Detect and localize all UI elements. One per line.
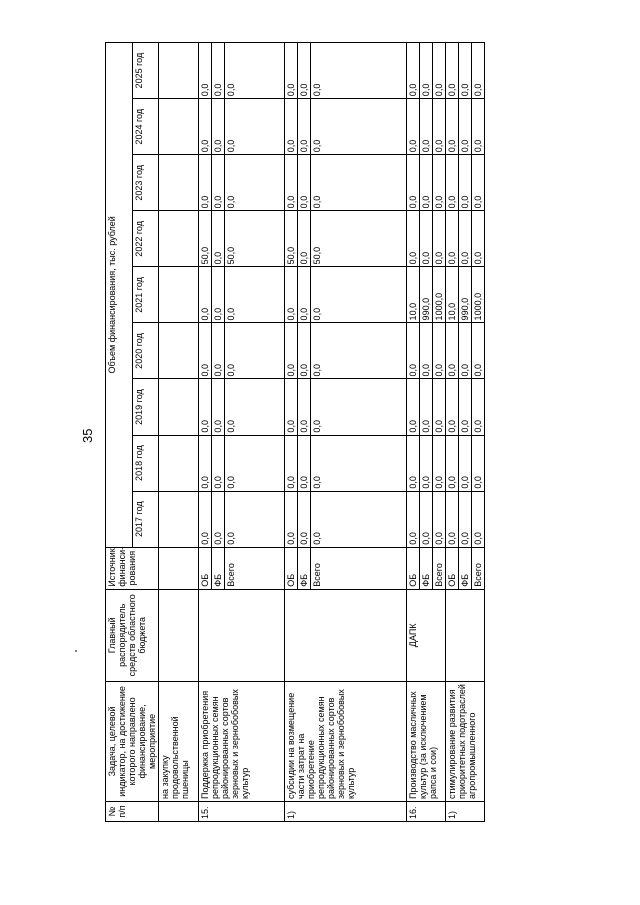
table-row bbox=[285, 43, 298, 822]
cell-value: 0,0 bbox=[298, 155, 311, 211]
cell-value: 0,0 bbox=[199, 379, 212, 435]
cell-no bbox=[159, 801, 199, 821]
cell-value: 0,0 bbox=[446, 99, 459, 155]
cell-value: 0,0 bbox=[407, 43, 420, 99]
cell-value: 0,0 bbox=[311, 267, 407, 323]
cell-value: 0,0 bbox=[225, 491, 285, 547]
cell-value: 0,0 bbox=[311, 99, 407, 155]
cell-value: 0,0 bbox=[199, 435, 212, 491]
header-source: Источник финанси-рования bbox=[106, 547, 159, 589]
cell-source: ФБ bbox=[298, 547, 311, 589]
cell-value: 0,0 bbox=[407, 99, 420, 155]
cell-value: 0,0 bbox=[472, 99, 485, 155]
cell-value: 0,0 bbox=[225, 323, 285, 379]
cell-value: 0,0 bbox=[311, 435, 407, 491]
cell-value: 0,0 bbox=[225, 379, 285, 435]
cell-source: ФБ bbox=[459, 547, 472, 589]
cell-value: 0,0 bbox=[420, 323, 433, 379]
cell-value: 0,0 bbox=[407, 155, 420, 211]
cell-value: 0,0 bbox=[212, 379, 225, 435]
header-year: 2018 год bbox=[132, 435, 159, 491]
cell-value: 50,0 bbox=[199, 211, 212, 267]
header-year: 2020 год bbox=[132, 323, 159, 379]
cell-value: 0,0 bbox=[225, 155, 285, 211]
header-no: № п/п bbox=[106, 801, 159, 821]
cell-value: 0,0 bbox=[459, 211, 472, 267]
cell-value: 0,0 bbox=[420, 435, 433, 491]
cell-value: 0,0 bbox=[446, 43, 459, 99]
cell-source: Всего bbox=[225, 547, 285, 589]
cell-value: 0,0 bbox=[212, 323, 225, 379]
cell-value: 0,0 bbox=[446, 435, 459, 491]
scan-speck bbox=[75, 650, 77, 652]
cell-value: 0,0 bbox=[420, 155, 433, 211]
header-volume: Объем финансирования, тыс. рублей bbox=[106, 43, 133, 548]
cell-value: 0,0 bbox=[472, 43, 485, 99]
cell-no: 16. bbox=[407, 801, 446, 821]
cell-value: 0,0 bbox=[472, 323, 485, 379]
cell-source bbox=[159, 547, 199, 589]
cell-value: 0,0 bbox=[225, 43, 285, 99]
cell-task: Поддержка приобретения репродукционных семян районированных сортов зерновых и зернобобовых культур bbox=[199, 681, 285, 801]
cell-admin bbox=[159, 589, 199, 681]
cell-task: на закупку продовольственной пшеницы bbox=[159, 681, 199, 801]
rotated-table-container bbox=[105, 42, 605, 822]
cell-value: 10,0 bbox=[407, 267, 420, 323]
cell-value: 10,0 bbox=[446, 267, 459, 323]
cell-task: субсидии на возмещение части затрат на приобретение репродукционных семян районированных сортов зерновых и зернобобовых культур bbox=[285, 681, 407, 801]
cell-source: Всего bbox=[311, 547, 407, 589]
cell-value: 50,0 bbox=[225, 211, 285, 267]
cell-value: 0,0 bbox=[298, 99, 311, 155]
cell-no: 15. bbox=[199, 801, 285, 821]
cell-value: 0,0 bbox=[212, 491, 225, 547]
cell-value: 0,0 bbox=[472, 491, 485, 547]
cell-value: 0,0 bbox=[285, 435, 298, 491]
header-year: 2025 год bbox=[132, 43, 159, 99]
cell-value: 0,0 bbox=[446, 155, 459, 211]
header-task: Задача, целевой индикатор, на достижение которого направлено финансирование, мероприятие bbox=[106, 681, 159, 801]
cell-value: 0,0 bbox=[285, 491, 298, 547]
cell-value: 0,0 bbox=[433, 379, 446, 435]
cell-source: ОБ bbox=[446, 547, 459, 589]
cell-value: 0,0 bbox=[407, 379, 420, 435]
cell-source: ОБ bbox=[199, 547, 212, 589]
cell-value: 0,0 bbox=[446, 379, 459, 435]
cell-value: 0,0 bbox=[433, 435, 446, 491]
cell-value: 0,0 bbox=[407, 491, 420, 547]
cell-value: 0,0 bbox=[420, 43, 433, 99]
cell-value: 0,0 bbox=[212, 43, 225, 99]
cell-value: 50,0 bbox=[311, 211, 407, 267]
cell-value: 0,0 bbox=[212, 99, 225, 155]
header-year: 2019 год bbox=[132, 379, 159, 435]
cell-value: 0,0 bbox=[433, 99, 446, 155]
cell-value: 0,0 bbox=[285, 267, 298, 323]
cell-value: 0,0 bbox=[472, 155, 485, 211]
cell-value: 0,0 bbox=[298, 491, 311, 547]
cell-value: 50,0 bbox=[285, 211, 298, 267]
cell-source: ОБ bbox=[285, 547, 298, 589]
cell-value: 0,0 bbox=[212, 267, 225, 323]
cell-value: 0,0 bbox=[298, 435, 311, 491]
cell-value: 0,0 bbox=[199, 267, 212, 323]
cell-value: 0,0 bbox=[407, 435, 420, 491]
table-row bbox=[199, 43, 212, 822]
cell-value: 0,0 bbox=[199, 323, 212, 379]
cell-value: 0,0 bbox=[199, 99, 212, 155]
cell-value: 0,0 bbox=[199, 491, 212, 547]
table-row bbox=[407, 43, 420, 822]
cell-value: 0,0 bbox=[472, 211, 485, 267]
cell-task: стимулирование развития приоритетных подотраслей агропромышленного bbox=[446, 681, 485, 801]
cell-value: 0,0 bbox=[420, 379, 433, 435]
cell-value: 0,0 bbox=[311, 323, 407, 379]
cell-value: 0,0 bbox=[433, 323, 446, 379]
cell-source: Всего bbox=[433, 547, 446, 589]
cell-value: 0,0 bbox=[459, 155, 472, 211]
cell-value: 0,0 bbox=[212, 435, 225, 491]
cell-no: 1) bbox=[446, 801, 485, 821]
cell-value: 0,0 bbox=[433, 43, 446, 99]
cell-value: 0,0 bbox=[433, 491, 446, 547]
cell-value: 0,0 bbox=[199, 155, 212, 211]
cell-value: 0,0 bbox=[212, 211, 225, 267]
cell-value: 0,0 bbox=[298, 211, 311, 267]
cell-value: 0,0 bbox=[298, 43, 311, 99]
header-row-1 bbox=[106, 43, 133, 822]
cell-no: 1) bbox=[285, 801, 407, 821]
cell-value: 0,0 bbox=[472, 379, 485, 435]
cell-admin: ДАПК bbox=[407, 589, 446, 681]
cell-value: 1000,0 bbox=[433, 267, 446, 323]
cell-value: 0,0 bbox=[459, 43, 472, 99]
cell-source: ФБ bbox=[212, 547, 225, 589]
cell-value: 0,0 bbox=[459, 323, 472, 379]
cell-value: 0,0 bbox=[225, 435, 285, 491]
cell-source: ОБ bbox=[407, 547, 420, 589]
cell-value: 0,0 bbox=[407, 211, 420, 267]
cell-task: Производство масличных культур (за исключением рапса и сои) bbox=[407, 681, 446, 801]
cell-value: 0,0 bbox=[199, 43, 212, 99]
cell-source: Всего bbox=[472, 547, 485, 589]
cell-value: 0,0 bbox=[459, 379, 472, 435]
cell-admin bbox=[446, 589, 485, 681]
cell-value: 0,0 bbox=[285, 155, 298, 211]
cell-value: 0,0 bbox=[212, 155, 225, 211]
header-admin: Главный распорядитель средств областного бюджета bbox=[106, 589, 159, 681]
page-number: 35 bbox=[80, 428, 95, 443]
header-year: 2021 год bbox=[132, 267, 159, 323]
header-year: 2022 год bbox=[132, 211, 159, 267]
cell-value: 0,0 bbox=[285, 379, 298, 435]
cell-value: 0,0 bbox=[298, 267, 311, 323]
cell-value: 0,0 bbox=[433, 155, 446, 211]
cell-value: 0,0 bbox=[285, 43, 298, 99]
cell-value: 0,0 bbox=[285, 99, 298, 155]
cell-value: 0,0 bbox=[420, 211, 433, 267]
cell-value: 0,0 bbox=[420, 99, 433, 155]
cell-value: 0,0 bbox=[298, 379, 311, 435]
cell-value: 0,0 bbox=[433, 211, 446, 267]
cell-value: 0,0 bbox=[225, 267, 285, 323]
cell-value: 0,0 bbox=[472, 435, 485, 491]
cell-value: 0,0 bbox=[311, 491, 407, 547]
cell-value: 0,0 bbox=[298, 323, 311, 379]
cell-value: 0,0 bbox=[311, 43, 407, 99]
cell-value: 0,0 bbox=[446, 491, 459, 547]
header-year: 2023 год bbox=[132, 155, 159, 211]
cell-value: 0,0 bbox=[311, 155, 407, 211]
cell-value: 990,0 bbox=[420, 267, 433, 323]
cell-value: 0,0 bbox=[446, 211, 459, 267]
cell-admin bbox=[285, 589, 407, 681]
financing-table bbox=[105, 42, 485, 822]
cell-value: 0,0 bbox=[446, 323, 459, 379]
cell-value: 1000,0 bbox=[472, 267, 485, 323]
cell-value: 0,0 bbox=[225, 99, 285, 155]
cell-value: 0,0 bbox=[420, 491, 433, 547]
cell-value: 0,0 bbox=[459, 491, 472, 547]
table-row bbox=[446, 43, 459, 822]
cell-value: 990,0 bbox=[459, 267, 472, 323]
cell-value: 0,0 bbox=[459, 99, 472, 155]
header-year: 2017 год bbox=[132, 491, 159, 547]
table-row bbox=[159, 43, 199, 822]
header-year: 2024 год bbox=[132, 99, 159, 155]
cell-value: 0,0 bbox=[407, 323, 420, 379]
cell-value: 0,0 bbox=[311, 379, 407, 435]
cell-source: ФБ bbox=[420, 547, 433, 589]
cell-value: 0,0 bbox=[285, 323, 298, 379]
cell-admin bbox=[199, 589, 285, 681]
cell-value: 0,0 bbox=[459, 435, 472, 491]
